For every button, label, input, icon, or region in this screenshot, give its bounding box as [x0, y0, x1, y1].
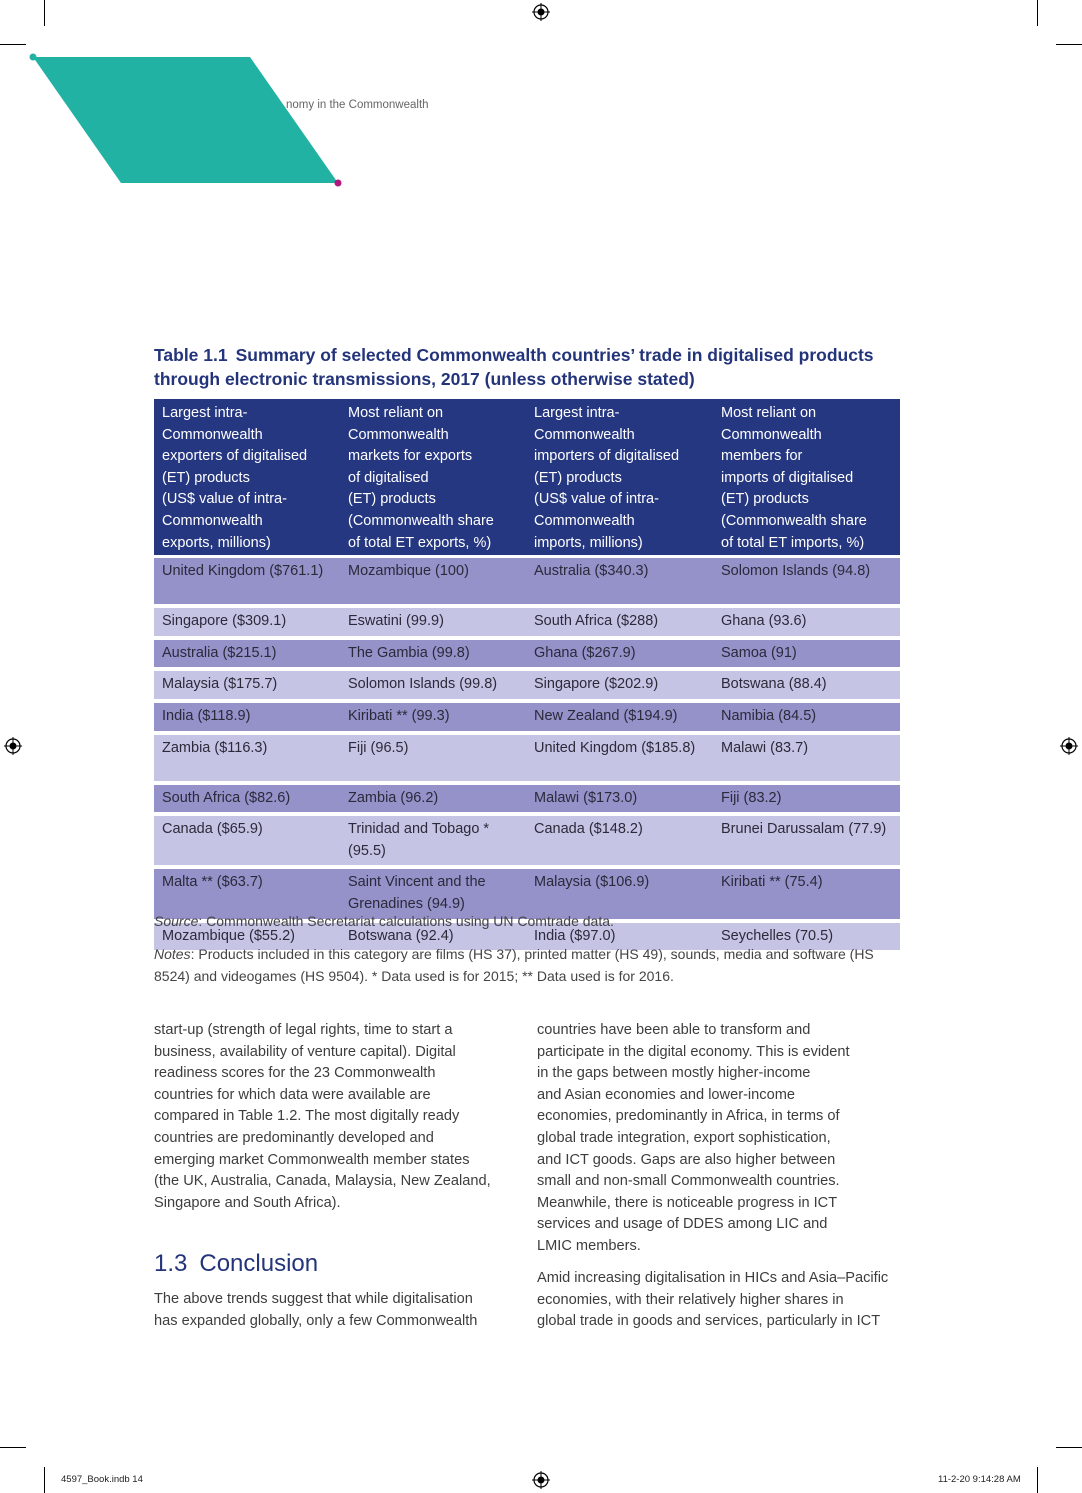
- source-label: Source: [154, 913, 199, 929]
- table-source: [154, 911, 914, 933]
- body-paragraph: The above trends suggest that while digitalisation has expanded globally, only a few Commonwealth: [154, 1291, 478, 1329]
- table-cell: Eswatini (99.9): [340, 608, 526, 640]
- table-cell: Zambia (96.2): [340, 785, 526, 817]
- crop-mark: [0, 1447, 26, 1448]
- table-cell: South Africa ($288): [526, 608, 713, 640]
- section-heading: [154, 1250, 318, 1278]
- notes-label: Notes: [154, 946, 191, 962]
- table-header-row: [154, 399, 900, 558]
- table-row: [154, 558, 900, 608]
- table-cell: Solomon Islands (94.8): [713, 558, 900, 608]
- column-header: Largest intra- Commonwealth importers of digitalised (ET) products (US$ value of intra- Commonwealth imports, millions): [526, 399, 713, 558]
- crop-mark: [44, 1467, 45, 1493]
- table-cell: Saint Vincent and the Grenadines (94.9): [340, 869, 526, 922]
- table-cell: Seychelles (70.5): [713, 923, 900, 955]
- table-notes: [154, 944, 914, 987]
- table-cell: Malaysia ($106.9): [526, 869, 713, 922]
- table-row: [154, 671, 900, 703]
- table-cell: United Kingdom ($185.8): [526, 735, 713, 785]
- table-title-text: Summary of selected Commonwealth countries’ trade in digitalised products through electronic transmissions, 2017 (unless otherwise stated): [154, 345, 874, 389]
- crop-mark: [1037, 1467, 1038, 1493]
- table-row: [154, 735, 900, 785]
- table-cell: Namibia (84.5): [713, 703, 900, 735]
- notes-line-2: 8524) and videogames (HS 9504). * Data used is for 2015; ** Data used is for 2016.: [154, 967, 674, 984]
- body-paragraph: countries have been able to transform and participate in the digital economy. This is evident in the gaps between mostly higher-income and Asian economies and lower-income economies, predominantly in Africa, in terms of global trade integration, export sophistication, and ICT goods. Gaps are also higher between small and non-small Commonwealth countries. Meanwhile, there is noticeable progress in ICT services and usage of DDES among LIC and LMIC members.: [537, 1022, 850, 1254]
- column-header: Largest intra- Commonwealth exporters of digitalised (ET) products (US$ value of intra- Commonwealth exports, millions): [154, 399, 340, 558]
- table-cell: Botswana (88.4): [713, 671, 900, 703]
- notes-line-1: : Products included in this category are films (HS 37), printed matter (HS 49), sounds, media and software (HS: [190, 946, 874, 962]
- table-cell: Malawi ($173.0): [526, 785, 713, 817]
- table-cell: India ($97.0): [526, 923, 713, 955]
- accent-dot-bottom: [335, 180, 342, 187]
- table-cell: Ghana (93.6): [713, 608, 900, 640]
- table-cell: South Africa ($82.6): [154, 785, 340, 817]
- table-cell: Mozambique ($55.2): [154, 923, 340, 955]
- table-cell: Zambia ($116.3): [154, 735, 340, 785]
- table-cell: Samoa (91): [713, 640, 900, 672]
- table-row: [154, 785, 900, 817]
- table-cell: India ($118.9): [154, 703, 340, 735]
- table-cell: Malta ** ($63.7): [154, 869, 340, 922]
- table-cell: United Kingdom ($761.1): [154, 558, 340, 608]
- table-cell: Trinidad and Tobago * (95.5): [340, 816, 526, 869]
- section-title: Conclusion: [199, 1250, 319, 1277]
- slug-timestamp: 11-2-20 9:14:28 AM: [938, 1474, 1021, 1485]
- table-cell: Australia ($340.3): [526, 558, 713, 608]
- section-number: 1.3: [154, 1250, 188, 1277]
- table-cell: Canada ($65.9): [154, 816, 340, 869]
- running-head: nomy in the Commonwealth: [286, 99, 429, 111]
- table-row: [154, 640, 900, 672]
- crop-mark: [1037, 0, 1038, 26]
- teal-parallelogram: [33, 57, 338, 183]
- registration-mark-icon: [532, 1471, 550, 1489]
- trade-table: [154, 399, 900, 954]
- table-cell: Brunei Darussalam (77.9): [713, 816, 900, 869]
- body-paragraph: Amid increasing digitalisation in HICs and Asia–Pacific economies, with their relatively higher shares in global trade in goods and services, particularly in ICT: [537, 1270, 889, 1330]
- table-row: [154, 703, 900, 735]
- column-header: Most reliant on Commonwealth members for imports of digitalised (ET) products (Commonwealth share of total ET imports, %): [713, 399, 900, 558]
- source-text: : Commonwealth Secretariat calculations using UN Comtrade data.: [198, 913, 614, 929]
- registration-mark-icon: [532, 3, 550, 21]
- table-number: Table 1.1: [154, 345, 228, 365]
- registration-mark-icon: [1060, 737, 1078, 755]
- body-paragraph: start-up (strength of legal rights, time to start a business, availability of venture capital). Digital readiness scores for the 23 Commonwealth countries for which data were available are compared in Table 1.2. The most digitally ready countries are predominantly developed and emerging market Commonwealth member states (the UK, Australia, Canada, Malaysia, New Zealand, Singapore and South Africa).: [154, 1022, 491, 1211]
- accent-dot-top: [30, 54, 37, 61]
- table-cell: Solomon Islands (99.8): [340, 671, 526, 703]
- table-cell: Australia ($215.1): [154, 640, 340, 672]
- table-cell: Botswana (92.4): [340, 923, 526, 955]
- table-row: [154, 816, 900, 869]
- registration-mark-icon: [4, 737, 22, 755]
- table-cell: Fiji (96.5): [340, 735, 526, 785]
- table-cell: Canada ($148.2): [526, 816, 713, 869]
- table-cell: Singapore ($202.9): [526, 671, 713, 703]
- column-header: Most reliant on Commonwealth markets for exports of digitalised (ET) products (Commonwealth share of total ET exports, %): [340, 399, 526, 558]
- table-title: [154, 343, 874, 391]
- table-cell: Mozambique (100): [340, 558, 526, 608]
- table-cell: The Gambia (99.8): [340, 640, 526, 672]
- crop-mark: [1056, 1447, 1082, 1448]
- slug-filename: 4597_Book.indb 14: [61, 1474, 143, 1485]
- table-cell: Ghana ($267.9): [526, 640, 713, 672]
- table-cell: Malaysia ($175.7): [154, 671, 340, 703]
- table-cell: Fiji (83.2): [713, 785, 900, 817]
- table-cell: New Zealand ($194.9): [526, 703, 713, 735]
- crop-mark: [1056, 44, 1082, 45]
- table-row: [154, 608, 900, 640]
- table-cell: Malawi (83.7): [713, 735, 900, 785]
- table-cell: Kiribati ** (99.3): [340, 703, 526, 735]
- table-cell: Kiribati ** (75.4): [713, 869, 900, 922]
- table-cell: Singapore ($309.1): [154, 608, 340, 640]
